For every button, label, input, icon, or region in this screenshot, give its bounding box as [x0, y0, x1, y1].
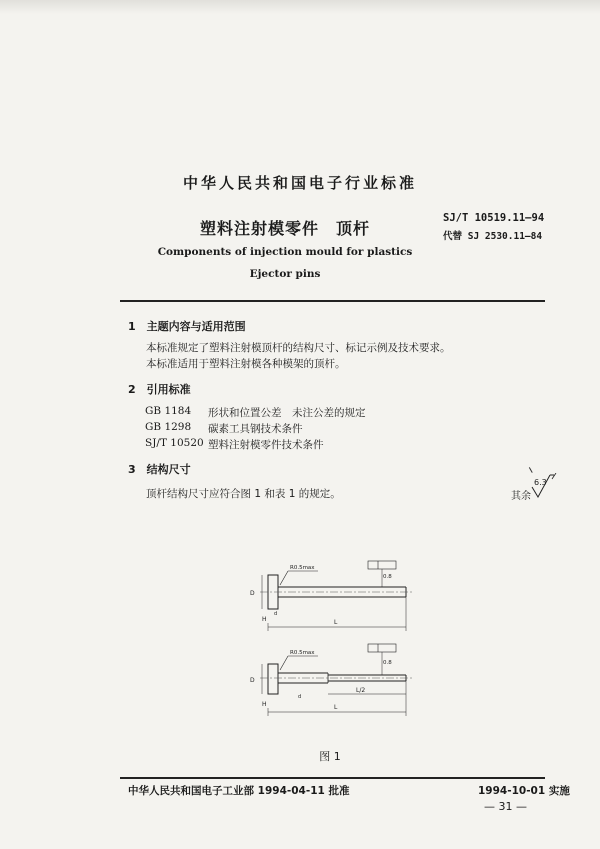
effective-date: 1994-10-01 实施	[478, 785, 570, 797]
roughness-symbol	[530, 473, 560, 505]
roughness-value: 6.3	[534, 478, 547, 487]
organization-title: 中华人民共和国电子行业标准	[182, 174, 417, 192]
ref-text-2: 碳素工具钢技术条件	[208, 423, 303, 435]
header-divider	[120, 300, 545, 302]
section-2-heading: 2 引用标准	[128, 383, 191, 396]
roughness-label: 其余	[511, 491, 531, 502]
bottom-dim-D: D	[250, 677, 255, 684]
section-1-heading: 1 主题内容与适用范围	[128, 320, 246, 333]
top-dim-H: H	[262, 616, 267, 623]
standard-code: SJ/T 10519.11—94	[443, 212, 545, 224]
bottom-dim-L2: L/2	[356, 687, 366, 694]
figure-caption: 图 1	[319, 750, 341, 763]
ref-code-1: GB 1184	[145, 405, 192, 417]
bottom-radius-note: R0.5max	[290, 650, 315, 656]
standard-subtitle-en: Ejector pins	[249, 268, 321, 280]
ref-text-1: 形状和位置公差 未注公差的规定	[208, 407, 366, 419]
figure-bottom-ejector-pin	[238, 640, 418, 730]
issuer-line: 中华人民共和国电子工业部 1994-04-11 批准	[128, 785, 350, 797]
section-3-heading: 3 结构尺寸	[128, 463, 191, 476]
standard-title-cn: 塑料注射模零件 顶杆	[200, 219, 371, 238]
top-dim-L: L	[334, 619, 338, 626]
page-number: — 31 —	[484, 800, 527, 813]
footer-divider	[120, 777, 545, 779]
section-3-paragraph: 顶杆结构尺寸应符合图 1 和表 1 的规定。	[146, 488, 341, 500]
top-dim-d: d	[274, 611, 278, 617]
bottom-dim-L: L	[334, 704, 338, 711]
ref-code-3: SJ/T 10520	[145, 437, 204, 449]
top-tol-value: 0.8	[383, 574, 392, 580]
ref-code-2: GB 1298	[145, 421, 192, 433]
standard-title-en: Components of injection mould for plastics	[157, 246, 413, 258]
bottom-dim-H: H	[262, 701, 267, 708]
top-radius-note: R0.5max	[290, 565, 315, 571]
section-1-paragraph-2: 本标准适用于塑料注射模各种模架的顶杆。	[146, 358, 346, 370]
ref-text-3: 塑料注射模零件技术条件	[208, 439, 324, 451]
scan-edge-shadow	[0, 0, 600, 14]
figure-top-ejector-pin	[238, 555, 418, 645]
bottom-dim-d: d	[298, 694, 302, 700]
tick-mark-icon	[529, 465, 536, 473]
bottom-tol-value: 0.8	[383, 660, 392, 666]
section-1-paragraph-1: 本标准规定了塑料注射模顶杆的结构尺寸、标记示例及技术要求。	[146, 342, 451, 354]
top-dim-D: D	[250, 590, 255, 597]
replaces-standard: 代替 SJ 2530.11—84	[443, 231, 543, 242]
